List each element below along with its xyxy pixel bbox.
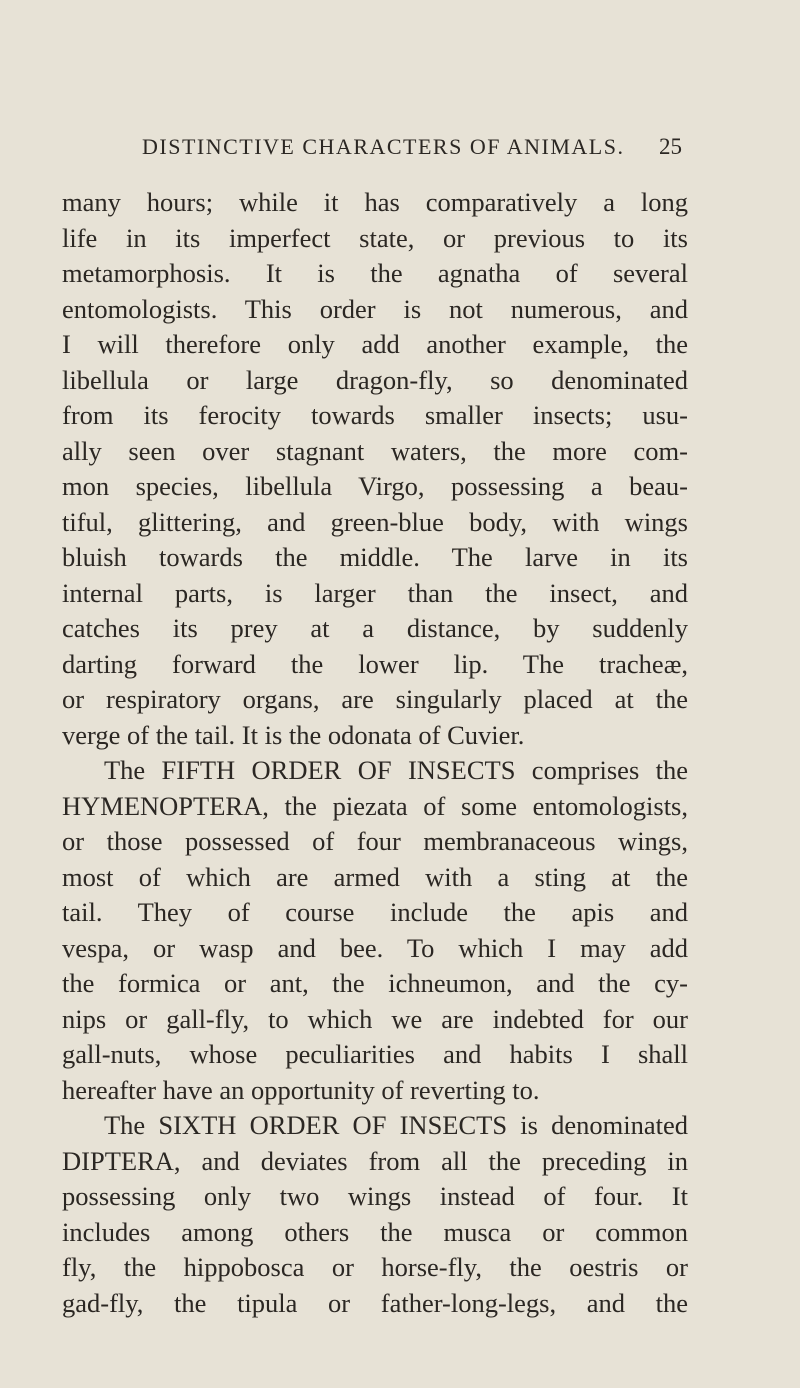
text-line: I will therefore only add another example, the xyxy=(62,329,688,359)
text-line: entomologists. This order is not numerous, and xyxy=(62,293,688,324)
text-line: or those possessed of four membranaceous wings, xyxy=(62,826,688,856)
text-line: fly, the hippobosca or horse-fly, the oestris or xyxy=(62,1252,688,1282)
text-line: gad-fly, the tipula or father-long-legs, and the xyxy=(62,1287,688,1318)
text-line: internal parts, is larger than the insect, and xyxy=(62,577,688,608)
text-line: metamorphosis. It is the agnatha of several xyxy=(62,258,688,288)
text-line: hereafter have an opportunity of reverting to. xyxy=(62,1074,540,1105)
text-line: The SIXTH ORDER OF INSECTS is denominated xyxy=(104,1110,688,1140)
text-line: The FIFTH ORDER OF INSECTS comprises the xyxy=(104,755,688,785)
running-head-title: DISTINCTIVE CHARACTERS OF ANIMALS. xyxy=(142,134,625,159)
text-line: includes among others the musca or common xyxy=(62,1216,688,1247)
text-line: verge of the tail. It is the odonata of Cuvier. xyxy=(62,719,525,750)
text-line: HYMENOPTERA, the piezata of some entomologists, xyxy=(62,790,688,821)
text-line: many hours; while it has comparatively a long xyxy=(62,187,688,217)
text-line: the formica or ant, the ichneumon, and the cy- xyxy=(62,968,688,998)
text-line: DIPTERA, and deviates from all the preceding in xyxy=(62,1145,688,1176)
text-line: libellula or large dragon-fly, so denominated xyxy=(62,364,688,395)
text-line: possessing only two wings instead of four. It xyxy=(62,1181,688,1211)
text-line: tail. They of course include the apis and xyxy=(62,897,688,927)
text-line: darting forward the lower lip. The tracheæ, xyxy=(62,648,688,679)
text-line: life in its imperfect state, or previous to its xyxy=(62,222,688,253)
page-number: 25 xyxy=(659,134,682,159)
text-line: ally seen over stagnant waters, the more com- xyxy=(62,435,688,466)
text-line: or respiratory organs, are singularly placed at the xyxy=(62,684,688,714)
text-line: nips or gall-fly, to which we are indebted for our xyxy=(62,1003,688,1034)
text-line: catches its prey at a distance, by suddenly xyxy=(62,613,688,643)
body-text xyxy=(62,185,688,1321)
text-line: mon species, libellula Virgo, possessing a beau- xyxy=(62,471,688,501)
text-line: tiful, glittering, and green-blue body, with wings xyxy=(62,506,688,537)
text-line: from its ferocity towards smaller insects; usu- xyxy=(62,400,688,430)
text-line: gall-nuts, whose peculiarities and habits I shall xyxy=(62,1039,688,1069)
running-header xyxy=(142,134,682,166)
text-line: vespa, or wasp and bee. To which I may add xyxy=(62,932,688,963)
text-line: most of which are armed with a sting at the xyxy=(62,861,688,892)
text-line: bluish towards the middle. The larve in its xyxy=(62,542,688,572)
